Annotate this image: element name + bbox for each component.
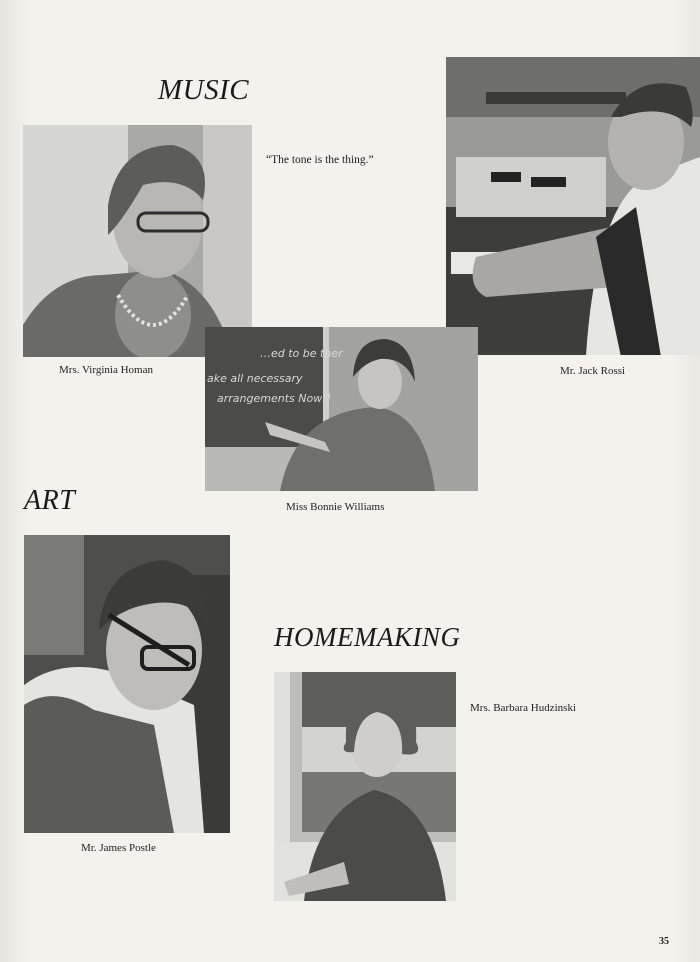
caption-barbara-hudzinski: Mrs. Barbara Hudzinski	[470, 702, 577, 714]
caption-james-postle: Mr. James Postle	[81, 842, 156, 854]
music-quote: “The tone is the thing.”	[266, 154, 374, 166]
photo-james-postle	[24, 535, 230, 833]
chalk-line-3: arrangements Now!!	[217, 392, 332, 405]
caption-virginia-homan: Mrs. Virginia Homan	[59, 364, 153, 376]
music-heading: MUSIC	[158, 74, 250, 106]
caption-bonnie-williams: Miss Bonnie Williams	[286, 501, 385, 513]
homemaking-heading: HOMEMAKING	[274, 622, 461, 652]
art-heading: ART	[24, 485, 76, 516]
photo-jack-rossi	[446, 57, 700, 355]
photo-bonnie-williams	[205, 327, 478, 491]
chalk-line-1: …ed to be ther	[260, 347, 343, 360]
caption-jack-rossi: Mr. Jack Rossi	[560, 365, 626, 377]
chalk-line-2: ake all necessary	[207, 372, 303, 385]
photo-virginia-homan	[23, 125, 252, 357]
page-number: 35	[659, 936, 669, 947]
photo-barbara-hudzinski	[274, 672, 456, 901]
